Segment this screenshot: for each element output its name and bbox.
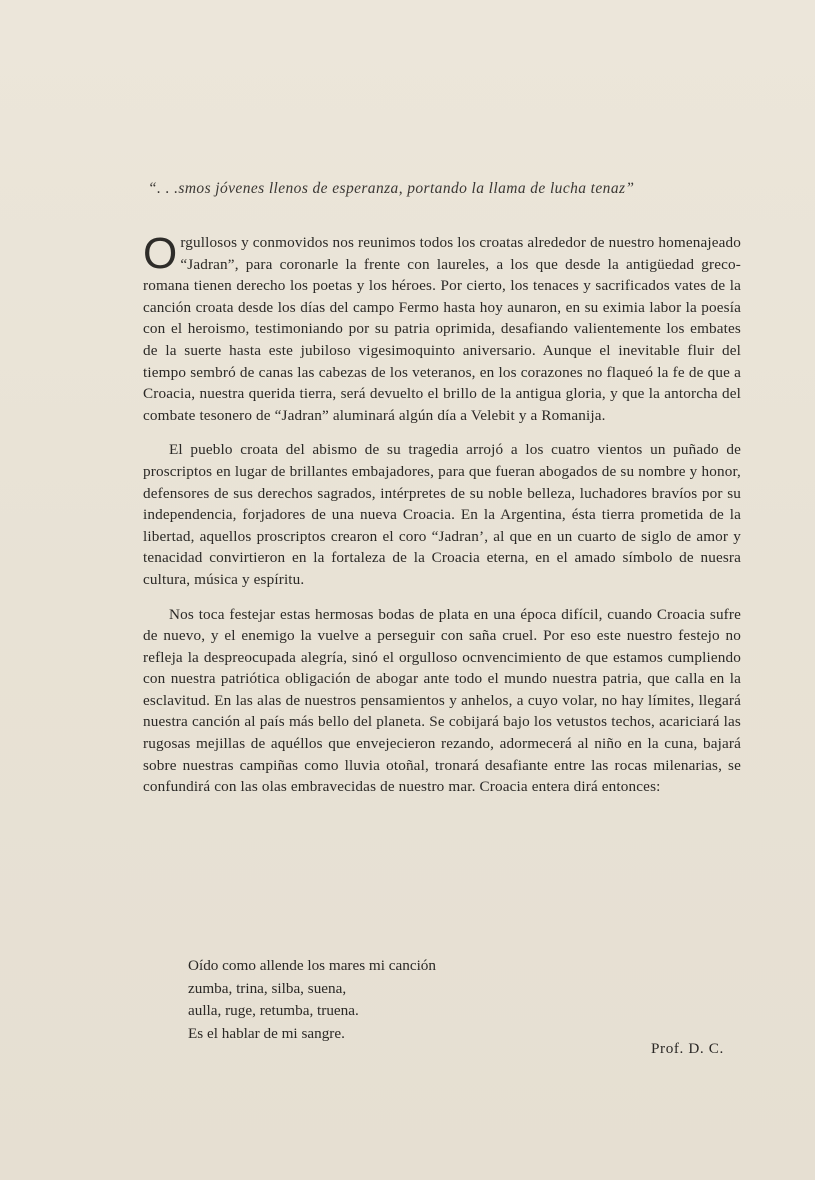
poem-line: Oído como allende los mares mi canción (188, 957, 436, 974)
poem-line: aulla, ruge, retumba, truena. (188, 1002, 359, 1019)
epigraph: “. . .smos jóvenes llenos de esperanza, portando la llama de lucha tenaz” (148, 180, 635, 197)
poem-line: Es el hablar de mi sangre. (188, 1024, 345, 1042)
signature: Prof. D. C. (651, 1040, 724, 1057)
poem-line: zumba, trina, silba, suena, (188, 979, 347, 997)
paragraph-1-text: rgullosos y conmovidos nos reunimos todos los croatas alrededor de nuestro homenajeado “Jadran”, para coronarle la frente con laureles, a los que desde la antigüedad greco-romana tienen derecho los poetas y los héroes. Por cierto, los tenaces y sacrificados vates de la canción croata desde los días del campo Fermo hasta hoy aunaron, en su eximia labor la poesía con el heroismo, testimoniando por su patria oprimida, desafiando valientemente los embates de la suerte hasta este jubiloso vigesimoquinto aniversario. Aunque el inevitable fluir del tiempo sembró de canas las cabezas de los veteranos, en los corazones no flaqueó la fe de que a Croacia, nuestra querida tierra, será devuelto el brillo de la antigua gloria, y que la antorcha del combate tesonero de “Jadran” aluminará algún día a Velebit y a Romanija. (143, 234, 741, 424)
paragraph-2: El pueblo croata del abismo de su tragedia arrojó a los cuatro vientos un puñado de proscriptos en lugar de brillantes embajadores, para que fueran abogados de su nombre y honor, defensores de sus derechos sagrados, intérpretes de su noble belleza, luchadores bravíos por su independencia, forjadores de una nueva Croacia. En la Argentina, ésta tierra prometida de la libertad, aquellos proscriptos crearon el coro “Jadran’, al que en un cuarto de siglo de amor y tenacidad convirtieron en la fortaleza de la Croacia eterna, en el amado símbolo de nuesra cultura, música y espíritu. (143, 441, 741, 588)
poem-stanza (188, 955, 608, 1045)
paragraph-1 (143, 229, 741, 426)
paragraph-3: Nos toca festejar estas hermosas bodas de plata en una época difícil, cuando Croacia sufre de nuevo, y el enemigo la vuelve a perseguir con saña cruel. Por eso este nuestro festejo no refleja la despreocupada alegría, sinó el orgulloso ocnvencimiento de que estamos cumpliendo con nuestra patriótica obligación de abogar ante todo el mundo nuestra patria, que calla en la esclavitud. En las alas de nuestros pensamientos y anhelos, a cuyo volar, no hay límites, llegará nuestra canción al país más bello del planeta. Se cobijará bajo los vetustos techos, acariciará las rugosas mejillas de aquéllos que envejecieron rezando, adormecerá al niño en la cuna, bajará sobre nuestras campiñas como lluvia otoñal, tronará desafiante entre las rocas milenarias, se confundirá con las olas embravecidas de nuestro mar. Croacia entera dirá entonces: (143, 605, 741, 796)
body-text (143, 229, 741, 798)
drop-cap: O (143, 229, 178, 278)
